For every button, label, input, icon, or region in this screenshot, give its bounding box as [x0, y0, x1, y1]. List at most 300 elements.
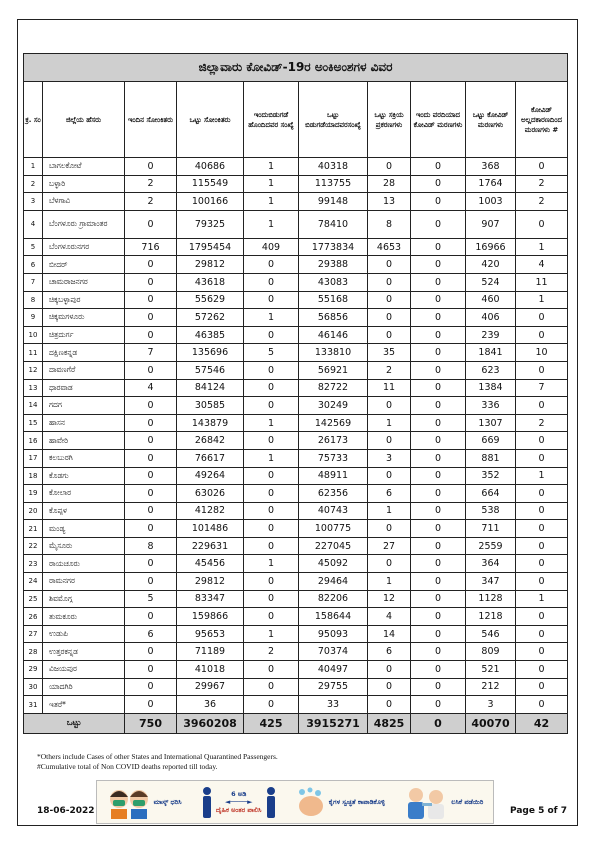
row-total-deaths: 521 [466, 661, 516, 679]
row-deaths-today: 0 [411, 502, 466, 520]
row-discharged-today: 0 [244, 537, 299, 555]
row-total-cases: 30585 [177, 397, 244, 415]
row-deaths-today: 0 [411, 397, 466, 415]
row-total-cases: 57546 [177, 361, 244, 379]
row-total-cases: 79325 [177, 210, 244, 238]
row-district: ಕಲಬುರಗಿ [43, 449, 125, 467]
row-total-cases: 100166 [177, 193, 244, 211]
total-discharged-today: 425 [244, 713, 299, 733]
row-deaths-today: 0 [411, 537, 466, 555]
row-non-covid-deaths: 0 [516, 485, 568, 503]
row-non-covid-deaths: 0 [516, 625, 568, 643]
row-today-cases: 0 [125, 309, 177, 327]
row-total-discharged: 40497 [299, 661, 368, 679]
row-total-cases: 29812 [177, 256, 244, 274]
row-serial: 27 [24, 625, 43, 643]
row-district: ಶಿವಮೊಗ್ಗ [43, 590, 125, 608]
row-non-covid-deaths: 0 [516, 555, 568, 573]
table-row [24, 273, 568, 291]
table-row [24, 643, 568, 661]
row-district: ಹಾಸನ [43, 414, 125, 432]
row-active-cases: 0 [368, 273, 411, 291]
row-total-deaths: 352 [466, 467, 516, 485]
row-serial: 9 [24, 309, 43, 327]
row-total-discharged: 30249 [299, 397, 368, 415]
row-total-deaths: 368 [466, 158, 516, 176]
row-active-cases: 6 [368, 485, 411, 503]
row-today-cases: 2 [125, 193, 177, 211]
row-non-covid-deaths: 0 [516, 502, 568, 520]
total-deaths: 40070 [466, 713, 516, 733]
header-deaths-today: ಇಂದು ವರದಿಯಾದ ಕೋವಿಡ್ ಮರಣಗಳು [411, 82, 466, 158]
table-row [24, 326, 568, 344]
row-total-deaths: 711 [466, 520, 516, 538]
distance-label-group [216, 790, 262, 814]
row-district: ಬೀದರ್ [43, 256, 125, 274]
row-total-deaths: 212 [466, 678, 516, 696]
row-non-covid-deaths: 4 [516, 256, 568, 274]
row-district: ರಾಮನಗರ [43, 573, 125, 591]
row-district: ಬೆಂಗಳೂರುನಗರ [43, 238, 125, 256]
row-total-deaths: 16966 [466, 238, 516, 256]
row-total-discharged: 29464 [299, 573, 368, 591]
row-non-covid-deaths: 1 [516, 291, 568, 309]
table-row [24, 210, 568, 238]
row-non-covid-deaths: 0 [516, 661, 568, 679]
header-non-covid-deaths: ಕೋವಿಡ್ ಅಲ್ಲದಕಾರಣದಿಂದ ಮರಣಗಳು # [516, 82, 568, 158]
table-row [24, 344, 568, 362]
row-today-cases: 8 [125, 537, 177, 555]
row-today-cases: 0 [125, 414, 177, 432]
row-serial: 25 [24, 590, 43, 608]
row-district: ಬೆಂಗಳೂರು ಗ್ರಾಮಾಂತರ [43, 210, 125, 238]
row-serial: 7 [24, 273, 43, 291]
table-row [24, 590, 568, 608]
table-row [24, 625, 568, 643]
row-serial: 10 [24, 326, 43, 344]
row-total-discharged: 48911 [299, 467, 368, 485]
row-non-covid-deaths: 0 [516, 449, 568, 467]
row-today-cases: 716 [125, 238, 177, 256]
row-today-cases: 0 [125, 573, 177, 591]
row-deaths-today: 0 [411, 193, 466, 211]
row-deaths-today: 0 [411, 625, 466, 643]
row-active-cases: 0 [368, 256, 411, 274]
row-total-discharged: 158644 [299, 608, 368, 626]
table-row [24, 414, 568, 432]
row-active-cases: 0 [368, 326, 411, 344]
row-total-deaths: 881 [466, 449, 516, 467]
row-total-cases: 29967 [177, 678, 244, 696]
row-active-cases: 35 [368, 344, 411, 362]
banner-mask [107, 785, 182, 819]
row-active-cases: 0 [368, 291, 411, 309]
row-active-cases: 1 [368, 502, 411, 520]
table-row [24, 608, 568, 626]
row-discharged-today: 5 [244, 344, 299, 362]
row-total-deaths: 546 [466, 625, 516, 643]
row-total-deaths: 420 [466, 256, 516, 274]
row-total-cases: 46385 [177, 326, 244, 344]
row-active-cases: 0 [368, 397, 411, 415]
row-total-cases: 115549 [177, 175, 244, 193]
row-non-covid-deaths: 0 [516, 432, 568, 450]
row-today-cases: 4 [125, 379, 177, 397]
row-deaths-today: 0 [411, 590, 466, 608]
row-total-discharged: 29755 [299, 678, 368, 696]
row-district: ಉತ್ತರಕನ್ನಡ [43, 643, 125, 661]
row-serial: 2 [24, 175, 43, 193]
row-total-deaths: 2559 [466, 537, 516, 555]
row-total-cases: 36 [177, 696, 244, 714]
row-total-deaths: 623 [466, 361, 516, 379]
row-total-discharged: 95093 [299, 625, 368, 643]
table-row [24, 238, 568, 256]
row-discharged-today: 0 [244, 256, 299, 274]
row-serial: 19 [24, 485, 43, 503]
row-deaths-today: 0 [411, 449, 466, 467]
row-discharged-today: 409 [244, 238, 299, 256]
row-total-deaths: 1764 [466, 175, 516, 193]
row-discharged-today: 1 [244, 414, 299, 432]
header-discharged-today: ಇಂದುಬಿಡುಗಡೆ ಹೊಂದಿದವರ ಸಂಖ್ಯೆ [244, 82, 299, 158]
row-total-deaths: 669 [466, 432, 516, 450]
row-today-cases: 0 [125, 485, 177, 503]
hand-wash-icon [296, 786, 326, 818]
row-district: ಬೆಳಗಾವಿ [43, 193, 125, 211]
total-deaths-today: 0 [411, 713, 466, 733]
row-total-discharged: 43083 [299, 273, 368, 291]
table-row [24, 537, 568, 555]
row-serial: 6 [24, 256, 43, 274]
total-active: 4825 [368, 713, 411, 733]
row-serial: 14 [24, 397, 43, 415]
table-row [24, 467, 568, 485]
row-total-cases: 55629 [177, 291, 244, 309]
row-active-cases: 14 [368, 625, 411, 643]
header-active-cases: ಒಟ್ಟು ಸಕ್ರಿಯ ಪ್ರಕರಣಗಳು [368, 82, 411, 158]
total-label: ಒಟ್ಟು [24, 713, 125, 733]
row-serial: 12 [24, 361, 43, 379]
row-today-cases: 0 [125, 696, 177, 714]
row-total-cases: 76617 [177, 449, 244, 467]
row-non-covid-deaths: 0 [516, 397, 568, 415]
row-deaths-today: 0 [411, 175, 466, 193]
row-total-deaths: 1218 [466, 608, 516, 626]
row-today-cases: 0 [125, 661, 177, 679]
footnote-others: *Others include Cases of other States and International Quarantined Passengers. [37, 752, 278, 761]
row-district: ತುಮಕೂರು [43, 608, 125, 626]
banner-mask-text: ಮಾಸ್ಕ್ ಧರಿಸಿ [153, 798, 182, 806]
report-date: 18-06-2022 [37, 806, 95, 816]
row-serial: 1 [24, 158, 43, 176]
row-discharged-today: 1 [244, 555, 299, 573]
table-row [24, 256, 568, 274]
row-district: ರಾಯಚೂರು [43, 555, 125, 573]
row-active-cases: 4653 [368, 238, 411, 256]
header-total-cases: ಒಟ್ಟು ಸೋಂಕಿತರು [177, 82, 244, 158]
row-active-cases: 0 [368, 555, 411, 573]
row-district: ವಿಜಯಪುರ [43, 661, 125, 679]
double-arrow-icon: ◄────► [224, 798, 253, 806]
row-serial: 31 [24, 696, 43, 714]
row-total-discharged: 29388 [299, 256, 368, 274]
row-non-covid-deaths: 2 [516, 193, 568, 211]
row-serial: 20 [24, 502, 43, 520]
row-today-cases: 0 [125, 678, 177, 696]
footnote-non-covid: #Cumulative total of Non COVID deaths reported till today. [37, 761, 218, 771]
person-icon [201, 786, 213, 818]
row-today-cases: 0 [125, 643, 177, 661]
row-active-cases: 0 [368, 696, 411, 714]
banner-hands-text: ಕೈಗಳ ಸ್ವಚ್ಛತೆ ಕಾಪಾಡಿಕೊಳ್ಳಿ [328, 798, 385, 806]
row-district: ಕೊಪ್ಪಳ [43, 502, 125, 520]
row-non-covid-deaths: 0 [516, 520, 568, 538]
row-deaths-today: 0 [411, 256, 466, 274]
row-total-cases: 43618 [177, 273, 244, 291]
row-active-cases: 1 [368, 414, 411, 432]
row-deaths-today: 0 [411, 520, 466, 538]
row-today-cases: 0 [125, 520, 177, 538]
row-deaths-today: 0 [411, 361, 466, 379]
table-row [24, 158, 568, 176]
row-today-cases: 0 [125, 502, 177, 520]
row-non-covid-deaths: 2 [516, 175, 568, 193]
row-total-deaths: 907 [466, 210, 516, 238]
table-row [24, 696, 568, 714]
row-deaths-today: 0 [411, 573, 466, 591]
total-cases: 3960208 [177, 713, 244, 733]
row-total-cases: 40686 [177, 158, 244, 176]
row-serial: 15 [24, 414, 43, 432]
row-total-discharged: 82722 [299, 379, 368, 397]
row-district: ಮಂಡ್ಯ [43, 520, 125, 538]
row-serial: 28 [24, 643, 43, 661]
row-district: ಕೊಡಗು [43, 467, 125, 485]
row-discharged-today: 0 [244, 467, 299, 485]
banner-distance-text: ದೈಹಿಕ ಅಂತರ ಪಾಲಿಸಿ [215, 806, 262, 814]
row-total-deaths: 239 [466, 326, 516, 344]
row-total-cases: 45456 [177, 555, 244, 573]
row-total-cases: 29812 [177, 573, 244, 591]
row-serial: 4 [24, 210, 43, 238]
district-covid-table-wrap [23, 53, 567, 734]
table-row [24, 361, 568, 379]
table-body [24, 158, 568, 714]
row-active-cases: 28 [368, 175, 411, 193]
row-total-cases: 41282 [177, 502, 244, 520]
row-active-cases: 0 [368, 678, 411, 696]
district-covid-table [23, 53, 568, 734]
row-deaths-today: 0 [411, 273, 466, 291]
row-discharged-today: 0 [244, 696, 299, 714]
row-total-discharged: 40318 [299, 158, 368, 176]
row-active-cases: 2 [368, 361, 411, 379]
row-active-cases: 0 [368, 467, 411, 485]
row-total-deaths: 1841 [466, 344, 516, 362]
row-today-cases: 0 [125, 361, 177, 379]
row-discharged-today: 0 [244, 661, 299, 679]
row-non-covid-deaths: 7 [516, 379, 568, 397]
row-serial: 22 [24, 537, 43, 555]
row-deaths-today: 0 [411, 414, 466, 432]
row-district: ಯಾದಗಿರಿ [43, 678, 125, 696]
row-discharged-today: 0 [244, 291, 299, 309]
row-active-cases: 11 [368, 379, 411, 397]
row-total-deaths: 1003 [466, 193, 516, 211]
row-total-cases: 95653 [177, 625, 244, 643]
row-district: ಇತರೆ* [43, 696, 125, 714]
row-deaths-today: 0 [411, 608, 466, 626]
row-total-deaths: 3 [466, 696, 516, 714]
row-serial: 24 [24, 573, 43, 591]
row-district: ಗದಗ [43, 397, 125, 415]
row-total-cases: 229631 [177, 537, 244, 555]
row-today-cases: 6 [125, 625, 177, 643]
row-total-discharged: 40743 [299, 502, 368, 520]
row-deaths-today: 0 [411, 432, 466, 450]
row-active-cases: 4 [368, 608, 411, 626]
row-discharged-today: 0 [244, 326, 299, 344]
row-deaths-today: 0 [411, 485, 466, 503]
row-total-discharged: 78410 [299, 210, 368, 238]
table-title: ಜಿಲ್ಲಾವಾರು ಕೋವಿಡ್-19ರ ಅಂಕಿಅಂಶಗಳ ವಿವರ [24, 54, 568, 82]
row-serial: 26 [24, 608, 43, 626]
row-today-cases: 0 [125, 397, 177, 415]
row-deaths-today: 0 [411, 379, 466, 397]
banner-distance [201, 786, 277, 818]
table-row [24, 678, 568, 696]
row-deaths-today: 0 [411, 309, 466, 327]
row-non-covid-deaths: 0 [516, 537, 568, 555]
row-total-deaths: 460 [466, 291, 516, 309]
row-district: ಹಾವೇರಿ [43, 432, 125, 450]
row-discharged-today: 0 [244, 361, 299, 379]
table-row [24, 555, 568, 573]
row-total-cases: 26842 [177, 432, 244, 450]
row-total-discharged: 133810 [299, 344, 368, 362]
row-total-cases: 57262 [177, 309, 244, 327]
row-today-cases: 0 [125, 256, 177, 274]
row-active-cases: 27 [368, 537, 411, 555]
header-serial: ಕ್ರ. ಸಂ [24, 82, 43, 158]
row-discharged-today: 0 [244, 502, 299, 520]
row-total-discharged: 100775 [299, 520, 368, 538]
row-today-cases: 0 [125, 291, 177, 309]
row-non-covid-deaths: 10 [516, 344, 568, 362]
banner-vaccine [404, 785, 483, 819]
row-non-covid-deaths: 0 [516, 573, 568, 591]
row-discharged-today: 1 [244, 158, 299, 176]
row-discharged-today: 1 [244, 175, 299, 193]
row-deaths-today: 0 [411, 326, 466, 344]
row-discharged-today: 1 [244, 193, 299, 211]
header-today-cases: ಇಂದಿನ ಸೋಂಕಿತರು [125, 82, 177, 158]
row-total-deaths: 336 [466, 397, 516, 415]
row-district: ಬಾಗಲಕೋಟೆ [43, 158, 125, 176]
table-row [24, 309, 568, 327]
row-district: ಚಾಮರಾಜನಗರ [43, 273, 125, 291]
table-row [24, 520, 568, 538]
row-today-cases: 0 [125, 210, 177, 238]
row-district: ದಕ್ಷಿಣಕನ್ನಡ [43, 344, 125, 362]
row-serial: 23 [24, 555, 43, 573]
row-total-deaths: 538 [466, 502, 516, 520]
row-district: ಕೋಲಾರ [43, 485, 125, 503]
row-discharged-today: 2 [244, 643, 299, 661]
table-row [24, 291, 568, 309]
row-today-cases: 0 [125, 432, 177, 450]
row-total-cases: 84124 [177, 379, 244, 397]
row-total-cases: 41018 [177, 661, 244, 679]
row-total-discharged: 56856 [299, 309, 368, 327]
row-active-cases: 3 [368, 449, 411, 467]
row-serial: 21 [24, 520, 43, 538]
row-total-deaths: 364 [466, 555, 516, 573]
row-serial: 11 [24, 344, 43, 362]
row-today-cases: 0 [125, 608, 177, 626]
row-today-cases: 0 [125, 158, 177, 176]
table-row [24, 449, 568, 467]
row-non-covid-deaths: 0 [516, 696, 568, 714]
row-deaths-today: 0 [411, 210, 466, 238]
row-serial: 30 [24, 678, 43, 696]
table-row [24, 502, 568, 520]
row-discharged-today: 1 [244, 625, 299, 643]
row-total-discharged: 142569 [299, 414, 368, 432]
row-district: ಚಿಕ್ಕಬಳ್ಳಾಪುರ [43, 291, 125, 309]
row-active-cases: 0 [368, 158, 411, 176]
row-total-discharged: 113755 [299, 175, 368, 193]
row-non-covid-deaths: 11 [516, 273, 568, 291]
row-non-covid-deaths: 0 [516, 678, 568, 696]
row-discharged-today: 0 [244, 273, 299, 291]
row-today-cases: 0 [125, 467, 177, 485]
row-active-cases: 12 [368, 590, 411, 608]
row-discharged-today: 0 [244, 485, 299, 503]
row-deaths-today: 0 [411, 643, 466, 661]
row-discharged-today: 0 [244, 520, 299, 538]
row-discharged-today: 0 [244, 678, 299, 696]
row-serial: 13 [24, 379, 43, 397]
awareness-banner [96, 780, 494, 824]
row-total-deaths: 524 [466, 273, 516, 291]
table-row [24, 193, 568, 211]
row-active-cases: 13 [368, 193, 411, 211]
row-deaths-today: 0 [411, 696, 466, 714]
row-total-deaths: 406 [466, 309, 516, 327]
row-total-discharged: 227045 [299, 537, 368, 555]
row-non-covid-deaths: 0 [516, 158, 568, 176]
row-today-cases: 0 [125, 555, 177, 573]
header-district: ಜಿಲ್ಲೆಯ ಹೆಸರು [43, 82, 125, 158]
row-total-deaths: 664 [466, 485, 516, 503]
row-total-discharged: 62356 [299, 485, 368, 503]
row-total-deaths: 1384 [466, 379, 516, 397]
row-serial: 16 [24, 432, 43, 450]
row-total-discharged: 26173 [299, 432, 368, 450]
row-total-cases: 63026 [177, 485, 244, 503]
row-non-covid-deaths: 0 [516, 210, 568, 238]
table-row [24, 432, 568, 450]
row-total-discharged: 55168 [299, 291, 368, 309]
row-active-cases: 8 [368, 210, 411, 238]
total-non-covid-deaths: 42 [516, 713, 568, 733]
row-non-covid-deaths: 2 [516, 414, 568, 432]
row-district: ಚಿತ್ರದುರ್ಗ [43, 326, 125, 344]
row-active-cases: 6 [368, 643, 411, 661]
row-deaths-today: 0 [411, 467, 466, 485]
